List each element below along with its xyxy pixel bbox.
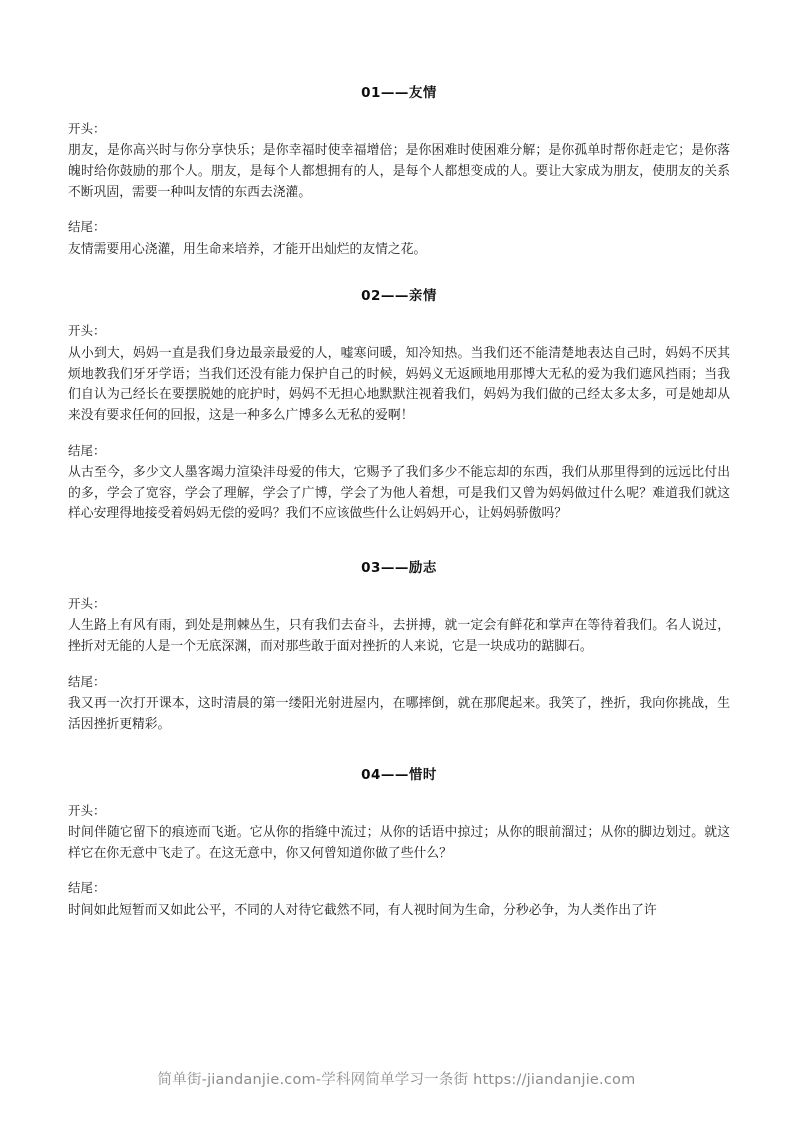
section-04-opening-text: 时间伴随它留下的痕迹而飞逝。它从你的指缝中流过；从你的话语中掠过；从你的眼前溜过；从你的脚边划过。就这样它在你无意中飞走了。在这无意中，你又何曾知道你做了些什么？ <box>68 824 730 861</box>
section-04-heading: 04——惜时 <box>361 766 437 783</box>
document-content <box>68 84 730 936</box>
section-02-opening-text: 从小到大，妈妈一直是我们身边最亲最爱的人，嘘寒问暖，知冷知热。当我们还不能清楚地表达自己时，妈妈不厌其烦地教我们牙牙学语；当我们还没有能力保护自己的时候，妈妈义无返顾地用那博大无私的爱为我们遮风挡雨；当我们自认为己经长在要摆脱她的庇护时，妈妈不无担心地默默注视着我们，妈妈为我们做的己经太多太多，可是她却从来没有要求任何的回报，这是一种多么广博多么无私的爱啊！ <box>68 345 730 423</box>
section-02-ending-label: 结尾： <box>68 442 106 458</box>
section-01-ending-label: 结尾： <box>68 219 106 235</box>
section-01-opening-label: 开头： <box>68 120 106 136</box>
section-02-opening-block <box>68 321 730 426</box>
section-01-ending-text: 友情需要用心浇灌，用生命来培养，才能开出灿烂的友情之花。 <box>68 241 427 257</box>
section-04-opening-block <box>68 801 730 865</box>
section-02-ending-block <box>68 441 730 526</box>
section-03-opening-block <box>68 594 730 658</box>
section-01-ending-block <box>68 217 730 260</box>
section-03-ending-label: 结尾： <box>68 673 106 689</box>
section-03-opening-text: 人生路上有风有雨，到处是荆棘丛生，只有我们去奋斗，去拼搏，就一定会有鲜花和掌声在等待着我们。名人说过，挫折对无能的人是一个无底深渊，而对那些敢于面对挫折的人来说，它是一块成功的踮脚石。 <box>68 618 730 655</box>
section-01-heading: 01——友情 <box>361 85 437 101</box>
section-02-heading: 02——亲情 <box>361 287 437 304</box>
section-03-ending-text: 我又再一次打开课本，这时清晨的第一缕阳光射进屋内，在哪摔倒，就在那爬起来。我笑了，挫折，我向你挑战，生活因挫折更精彩。 <box>68 696 730 732</box>
section-02-opening-label: 开头： <box>68 323 106 339</box>
section-02 <box>68 287 730 526</box>
section-01-opening-text: 朋友，是你高兴时与你分享快乐；是你幸福时使幸福增倍；是你困难时使困难分解；是你孤单时帮你赶走它；是你落魄时给你鼓励的那个人。朋友，是每个人都想拥有的人，是每个人都想变成的人。要让大家成为朋友，使朋友的关系不断巩固，需要一种叫友情的东西去浇灌。 <box>68 143 730 200</box>
page-footer: 简单街-jiandanjie.com-学科网简单学习一条街 https://jiandanjie.com <box>157 1072 636 1088</box>
section-03-heading: 03——励志 <box>361 560 437 577</box>
section-03-ending-block <box>68 672 730 736</box>
section-04-ending-block <box>68 878 730 921</box>
section-03 <box>68 559 730 736</box>
section-02-ending-text: 从古至今，多少文人墨客竭力渲染沣母爱的伟大，它赐予了我们多少不能忘却的东西，我们从那里得到的远远比付出的多，学会了宽容，学会了理解，学会了广博，学会了为他人着想，可是我们又曾为妈妈做过什么呢？难道我们就这样心安理得地接受着妈妈无偿的爱吗？我们不应该做些什么让妈妈开心，让妈妈骄傲吗？ <box>68 465 730 522</box>
section-03-opening-label: 开头： <box>68 596 106 612</box>
section-04-ending-label: 结尾： <box>68 880 106 896</box>
section-01 <box>68 84 730 261</box>
section-04-ending-text: 时间如此短暂而又如此公平，不同的人对待它截然不同，有人视时间为生命，分秒必争，为人类作出了许 <box>68 902 657 918</box>
section-01-opening-block <box>68 119 730 204</box>
section-04 <box>68 766 730 922</box>
section-04-opening-label: 开头： <box>68 802 106 818</box>
